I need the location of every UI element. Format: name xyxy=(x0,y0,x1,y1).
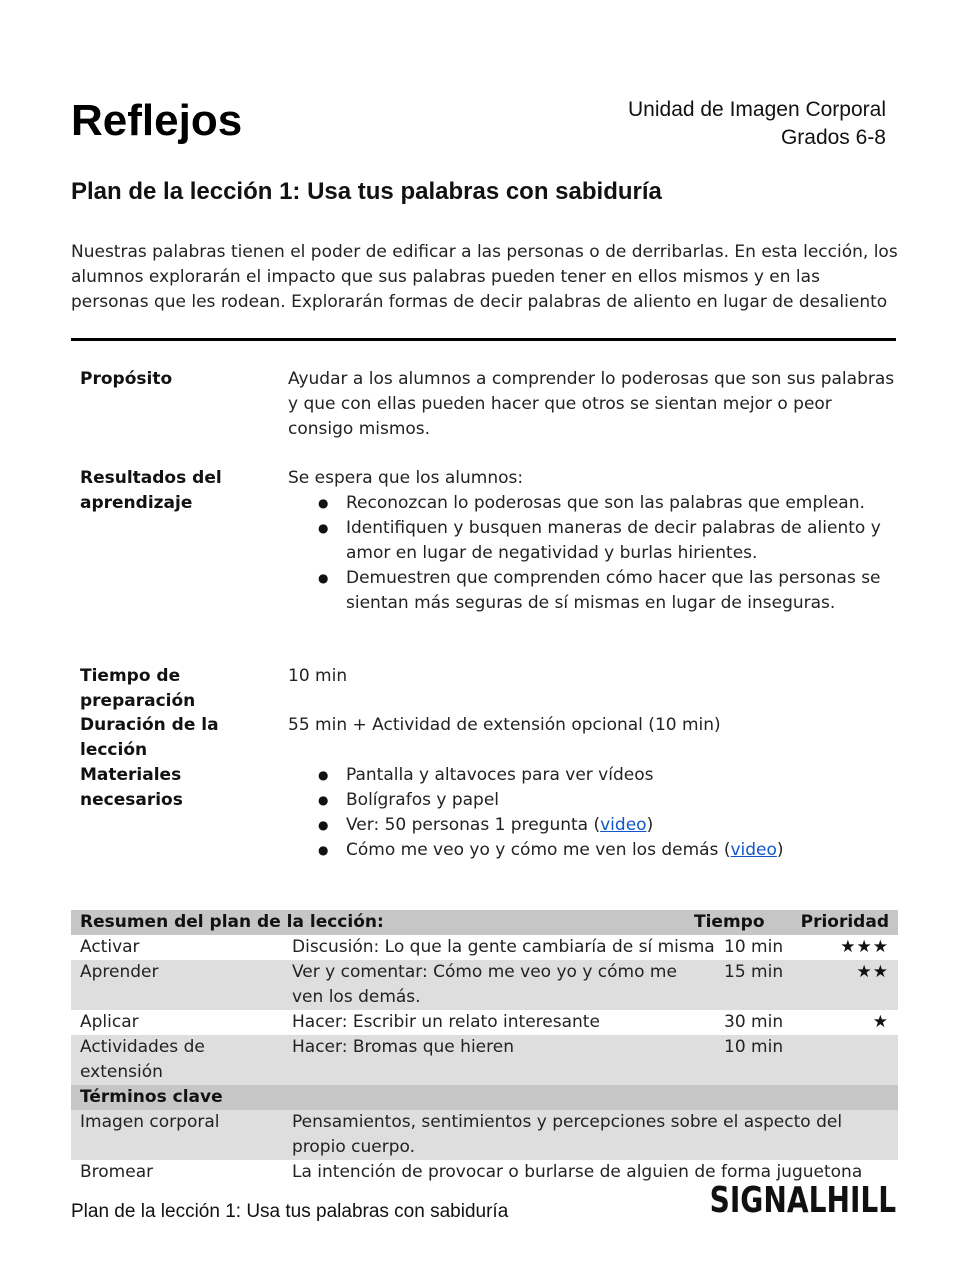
unit-info xyxy=(628,96,886,152)
grade-range: Grados 6-8 xyxy=(780,126,886,149)
outcomes-label: Resultados del aprendizaje xyxy=(80,468,222,513)
material-text: Cómo me veo yo y cómo me ven los demás ( xyxy=(346,840,731,860)
material-item xyxy=(346,838,898,863)
time-column-header: Tiempo xyxy=(694,912,765,932)
prep-label: Tiempo de preparación xyxy=(80,666,196,711)
term-cell: Imagen corporal xyxy=(80,1112,220,1132)
term-cell: Bromear xyxy=(80,1162,154,1182)
time-cell: 30 min xyxy=(724,1012,784,1032)
priority-stars xyxy=(794,1035,898,1085)
table-row xyxy=(71,960,898,1010)
materials-list xyxy=(288,763,898,863)
table-row xyxy=(71,1035,898,1085)
unit-name: Unidad de Imagen Corporal xyxy=(628,98,886,121)
activity-cell: Hacer: Bromas que hieren xyxy=(292,1037,514,1057)
outcomes-lead: Se espera que los alumnos: xyxy=(288,468,524,488)
outcomes-block xyxy=(288,466,898,616)
materials-block xyxy=(288,763,898,863)
priority-stars: ★★★ xyxy=(840,937,889,957)
table-row xyxy=(71,935,898,960)
material-text: Ver: 50 personas 1 pregunta ( xyxy=(346,815,601,835)
table-row xyxy=(71,1010,898,1035)
priority-column-header: Prioridad xyxy=(800,912,889,932)
definition-cell: Pensamientos, sentimientos y percepciones sobre el aspecto del propio cuerpo. xyxy=(292,1112,843,1157)
duration-value: 55 min + Actividad de extensión opcional (10 min) xyxy=(288,715,721,735)
phase-cell: Aprender xyxy=(80,962,159,982)
signalhill-logo: SIGNALHILL xyxy=(709,1180,896,1221)
video-link[interactable]: video xyxy=(730,840,777,860)
purpose-label: Propósito xyxy=(80,369,173,389)
material-text-end: ) xyxy=(776,840,784,860)
duration-label: Duración de la lección xyxy=(80,715,219,760)
phase-cell: Actividades de extensión xyxy=(80,1037,205,1082)
priority-stars: ★ xyxy=(872,1012,889,1032)
summary-header: Resumen del plan de la lección: xyxy=(80,912,384,932)
phase-cell: Activar xyxy=(80,937,140,957)
material-item: ● Bolígrafos y papel xyxy=(346,788,898,813)
priority-stars: ★★ xyxy=(856,962,889,982)
footer-text: Plan de la lección 1: Usa tus palabras con sabiduría xyxy=(71,1201,509,1222)
material-text-end: ) xyxy=(646,815,654,835)
activity-cell: Hacer: Escribir un relato interesante xyxy=(292,1012,600,1032)
material-item xyxy=(346,813,898,838)
time-cell: 15 min xyxy=(724,962,784,982)
prep-value: 10 min xyxy=(288,666,348,686)
lesson-summary-table xyxy=(71,910,898,1185)
video-link[interactable]: video xyxy=(600,815,647,835)
outcomes-list xyxy=(288,491,898,616)
purpose-text: Ayudar a los alumnos a comprender lo poderosas que son sus palabras y que con ellas pueden hacer que otros se sientan mejor o peor consigo mismos. xyxy=(288,369,895,439)
activity-cell: Ver y comentar: Cómo me veo yo y cómo me ven los demás. xyxy=(292,962,677,1007)
outcome-item: ● Reconozcan lo poderosas que son las palabras que emplean. xyxy=(346,491,898,516)
lesson-title: Plan de la lección 1: Usa tus palabras con sabiduría xyxy=(71,178,662,205)
outcome-item: ● Demuestren que comprenden cómo hacer que las personas se sientan más seguras de sí mismas en lugar de inseguras. xyxy=(346,566,898,616)
section-divider xyxy=(71,338,896,341)
time-cell: 10 min xyxy=(724,1037,784,1057)
phase-cell: Aplicar xyxy=(80,1012,139,1032)
material-item: ● Pantalla y altavoces para ver vídeos xyxy=(346,763,898,788)
term-row xyxy=(71,1110,898,1160)
terms-header: Términos clave xyxy=(80,1087,223,1107)
activity-cell: Discusión: Lo que la gente cambiaría de sí misma xyxy=(292,937,715,957)
definition-cell: La intención de provocar o burlarse de alguien de forma juguetona xyxy=(292,1162,863,1182)
materials-label: Materiales necesarios xyxy=(80,765,183,810)
time-cell: 10 min xyxy=(724,937,784,957)
terms-header-row xyxy=(71,1085,898,1110)
lesson-intro: Nuestras palabras tienen el poder de edificar a las personas o de derribarlas. En esta lección, los alumnos explorarán el impacto que sus palabras pueden tener en ellos mismos y en las personas que les rodean. Explorarán formas de decir palabras de aliento en lugar de desaliento xyxy=(71,242,898,312)
page-title: Reflejos xyxy=(71,96,243,145)
summary-header-row xyxy=(71,910,898,935)
outcome-item: ● Identifiquen y busquen maneras de decir palabras de aliento y amor en lugar de negatividad y burlas hirientes. xyxy=(346,516,898,566)
